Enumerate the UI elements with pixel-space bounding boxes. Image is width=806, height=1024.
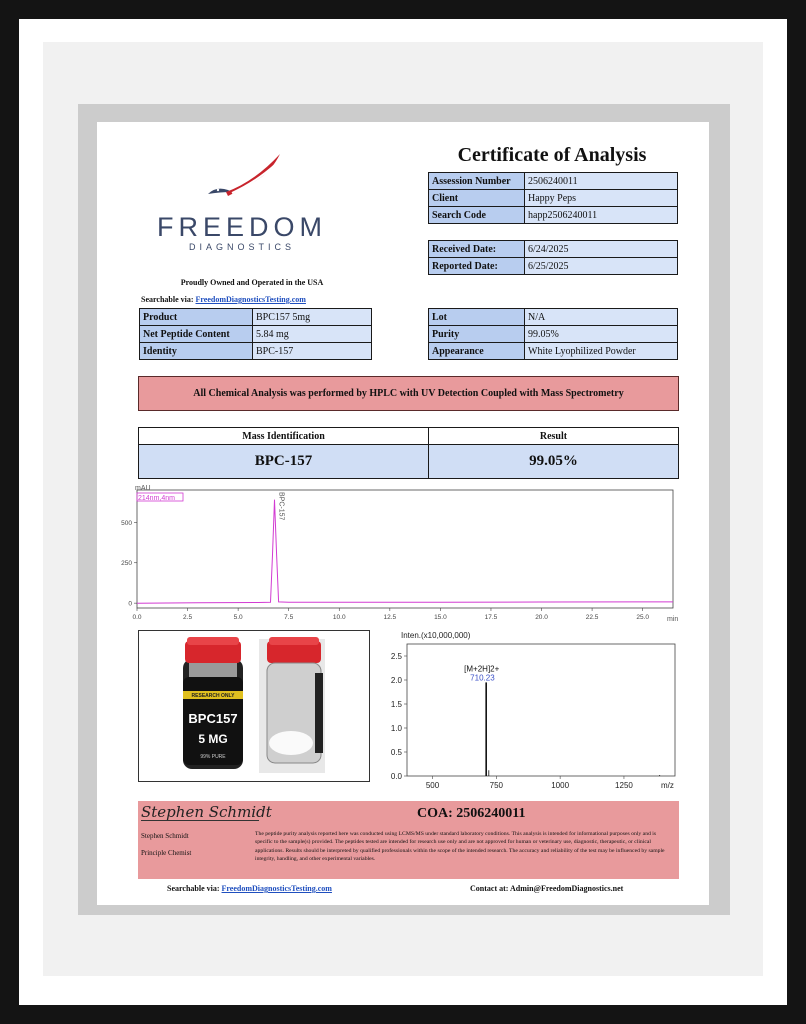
hplc-xtick-label: 0.0 — [132, 614, 142, 621]
method-banner: All Chemical Analysis was performed by HPLC with UV Detection Coupled with Mass Spectrometry — [138, 376, 679, 411]
logo-name: FREEDOM — [157, 212, 327, 242]
ms-ytick-label: 2.0 — [390, 676, 402, 685]
purity-value: 99.05% — [525, 326, 678, 343]
search-code-value: happ2506240011 — [525, 207, 678, 224]
disclaimer: The peptide purity analysis reported here was conducted using LCMS/MS under standard laboratory conditions. This analysis is intended for informational purposes only and is specific to the sample(s) provided. The peptides tested are intended for research use only and are not approved for human or veterinary use, diagnostic, therapeutic, or clinical applications. Results should be interpreted by qualified professionals within the scope of the intended research. The accuracy and reliability of the test may be influenced by sample integrity, handling, and other experimental variables. — [255, 831, 665, 863]
purity-key: Purity — [429, 326, 525, 343]
searchable-line — [141, 295, 306, 304]
received-key: Received Date: — [429, 241, 525, 258]
search-code-key: Search Code — [429, 207, 525, 224]
eagle-logo-icon — [202, 152, 282, 202]
ms-xtick-label: 1250 — [615, 781, 633, 790]
hplc-xtick-label: 2.5 — [183, 614, 193, 621]
result-head-result: Result — [429, 428, 679, 445]
ms-ytick-label: 1.5 — [390, 700, 402, 709]
hplc-ylabel: mAU — [135, 485, 151, 492]
product-table — [139, 308, 372, 360]
net-peptide-value: 5.84 mg — [253, 326, 372, 343]
hplc-xtick-label: 22.5 — [585, 614, 599, 621]
footer-search — [167, 884, 332, 893]
ms-xtick-label: 500 — [425, 781, 440, 790]
hplc-ytick-label: 0 — [128, 600, 132, 608]
vial-name: BPC157 — [188, 711, 238, 726]
hplc-xtick-label: 12.5 — [383, 614, 397, 621]
chemist-role: Principle Chemist — [141, 849, 192, 857]
ms-plot-area — [407, 644, 675, 776]
hplc-ytick-label: 250 — [121, 560, 132, 568]
footer-search-link[interactable]: FreedomDiagnosticsTesting.com — [221, 884, 332, 893]
signature-line — [141, 820, 259, 821]
ms-ytick-label: 1.0 — [390, 724, 402, 733]
searchable-label: Searchable via: — [141, 295, 194, 304]
net-peptide-key: Net Peptide Content — [140, 326, 253, 343]
ms-annotation-mz: 710.23 — [470, 673, 495, 683]
dates-table — [428, 240, 678, 275]
hplc-chromatogram — [115, 484, 685, 624]
appearance-value: White Lyophilized Powder — [525, 343, 678, 360]
page-title: Certificate of Analysis — [457, 144, 647, 166]
vial-photo-frame — [138, 630, 370, 782]
accession-value: 2506240011 — [525, 173, 678, 190]
hplc-legend: 214nm,4nm — [138, 495, 175, 502]
product-value: BPC157 5mg — [253, 309, 372, 326]
identity-key: Identity — [140, 343, 253, 360]
vial-photo — [139, 631, 369, 781]
ms-annotation-ion: [M+2H]2+ — [464, 664, 500, 674]
product-key: Product — [140, 309, 253, 326]
hplc-peak-label: BPC-157 — [277, 492, 285, 521]
ms-xtick-label: 1000 — [551, 781, 570, 790]
hplc-plot-area — [137, 490, 673, 608]
hplc-ytick-label: 500 — [121, 519, 132, 527]
hplc-xlabel: min — [667, 616, 679, 623]
result-table — [138, 427, 679, 479]
ms-title: Inten.(x10,000,000) — [401, 631, 471, 640]
hplc-xtick-label: 20.0 — [535, 614, 548, 621]
footer-search-label: Searchable via: — [167, 884, 220, 893]
ms-ytick-label: 2.5 — [390, 652, 402, 661]
vial-purity: 99% PURE — [200, 754, 226, 760]
reported-value: 6/25/2025 — [525, 258, 678, 275]
lot-table — [428, 308, 678, 360]
hplc-xtick-label: 7.5 — [284, 614, 294, 621]
lot-key: Lot — [429, 309, 525, 326]
hplc-xtick-label: 15.0 — [434, 614, 447, 621]
hplc-xtick-label: 17.5 — [484, 614, 498, 621]
received-value: 6/24/2025 — [525, 241, 678, 258]
coa-number: COA: 2506240011 — [417, 806, 526, 821]
mass-spectrum — [367, 630, 687, 790]
certificate-page — [97, 122, 709, 905]
searchable-link[interactable]: FreedomDiagnosticsTesting.com — [195, 295, 306, 304]
reported-key: Reported Date: — [429, 258, 525, 275]
chemist-name: Stephen Schmidt — [141, 832, 189, 840]
result-head-mass: Mass Identification — [139, 428, 429, 445]
ms-xtick-label: 750 — [489, 781, 504, 790]
ms-ytick-label: 0.5 — [390, 748, 402, 757]
ms-ytick-label: 0.0 — [390, 772, 402, 781]
result-mass-value: BPC-157 — [139, 445, 429, 479]
vial-dose: 5 MG — [198, 732, 228, 746]
hplc-xtick-label: 5.0 — [233, 614, 243, 621]
client-key: Client — [429, 190, 525, 207]
owned-text: Proudly Owned and Operated in the USA — [180, 278, 324, 287]
signature: Stephen Schmidt — [141, 803, 272, 821]
client-value: Happy Peps — [525, 190, 678, 207]
logo-sub: DIAGNOSTICS — [188, 242, 295, 252]
hplc-xtick-label: 25.0 — [636, 614, 649, 621]
vial-brand: RESEARCH ONLY — [191, 693, 235, 699]
result-value: 99.05% — [429, 445, 679, 479]
accession-key: Assession Number — [429, 173, 525, 190]
identity-value: BPC-157 — [253, 343, 372, 360]
appearance-key: Appearance — [429, 343, 525, 360]
lot-value: N/A — [525, 309, 678, 326]
footer-contact: Contact at: Admin@FreedomDiagnostics.net — [470, 884, 624, 893]
hplc-xtick-label: 10.0 — [332, 614, 346, 621]
accession-table — [428, 172, 678, 224]
ms-xlabel: m/z — [661, 781, 674, 790]
